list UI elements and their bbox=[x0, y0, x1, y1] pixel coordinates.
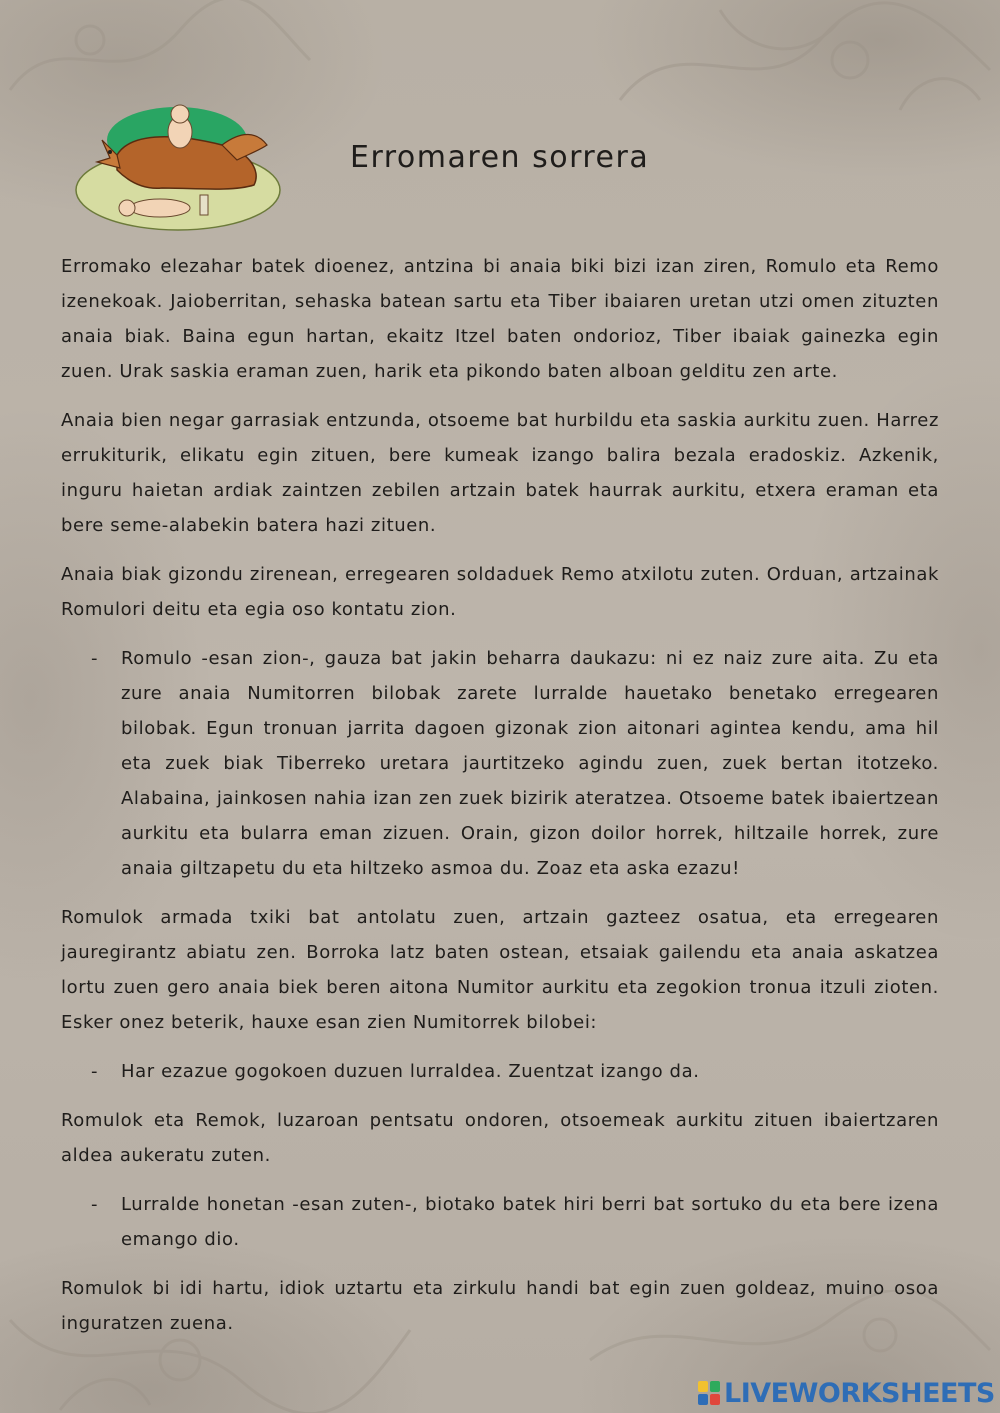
liveworksheets-logo-icon bbox=[697, 1379, 721, 1407]
paragraph-6: Romulok bi idi hartu, idiok uztartu eta zirkulu handi bat egin zuen goldeaz, muino osoa inguratzen zuena. bbox=[61, 1278, 939, 1334]
liveworksheets-logo[interactable] bbox=[697, 1376, 995, 1410]
dialogue-3 bbox=[61, 1187, 939, 1257]
dialogue-dash: - bbox=[91, 648, 99, 669]
ornament-top-right bbox=[600, 0, 1000, 120]
dialogue-1 bbox=[61, 641, 939, 886]
liveworksheets-logo-text: LIVEWORKSHEETS bbox=[724, 1377, 995, 1409]
dialogue-dash: - bbox=[91, 1061, 99, 1082]
dialogue-2 bbox=[61, 1054, 939, 1089]
paragraph-1: Erromako elezahar batek dioenez, antzina bi anaia biki bizi izan ziren, Romulo eta Remo izenekoak. Jaioberritan, sehaska batean sartu eta Tiber ibaiaren uretan utzi omen zituzten anaia biak. Baina egun hartan, ekaitz Itzel baten ondorioz, Tiber ibaiak gainezka egin zuen. Urak saskia eraman zuen, harik eta pikondo baten alboan gelditu zen arte. bbox=[61, 256, 939, 382]
dialogue-1-text: Romulo -esan zion-, gauza bat jakin beharra daukazu: ni ez naiz zure aita. Zu eta zure anaia Numitorren bilobak zarete lurralde hauetako benetako erregearen bilobak. Egun tronuan jarrita dagoen gizonak zion aitonari agintea kendu, ama hil eta zuek biak Tiberreko uretara jaurtitzeko agindu zuen, zuek bertan itotzeko. Alabaina, jainkosen nahia izan zen zuek bizirik ateratzea. Otsoeme batek ibaiertzean aurkitu eta bularra eman zizuen. Orain, gizon doilor horrek, hiltzaile horrek, zure anaia giltzapetu du eta hiltzeko asmoa du. Zoaz eta aska ezazu! bbox=[121, 648, 939, 879]
page-title: Erromaren sorrera bbox=[350, 140, 650, 175]
paragraph-5: Romulok eta Remok, luzaroan pentsatu ondoren, otsoemeak aurkitu zituen ibaiertzaren aldea aukeratu zuten. bbox=[61, 1110, 939, 1166]
paragraph-3: Anaia biak gizondu zirenean, erregearen soldaduek Remo atxilotu zuten. Orduan, artzainak Romulori deitu eta egia oso kontatu zion. bbox=[61, 564, 939, 620]
ornament-top-left bbox=[0, 0, 320, 110]
dialogue-3-text: Lurralde honetan -esan zuten-, biotako batek hiri berri bat sortuko du eta bere izena emango dio. bbox=[121, 1194, 939, 1250]
story-text bbox=[61, 249, 939, 1355]
paragraph-2: Anaia bien negar garrasiak entzunda, otsoeme bat hurbildu eta saskia aurkitu zuen. Harrez errukiturik, elikatu egin zituen, bere kumeak izango balira bezala eradoskiz. Azkenik, inguru haietan ardiak zaintzen zebilen artzain batek haurrak aurkitu, etxera eraman eta bere seme-alabekin batera hazi zituen. bbox=[61, 410, 939, 536]
she-wolf-twins-illustration bbox=[72, 100, 284, 240]
dialogue-dash: - bbox=[91, 1194, 99, 1215]
dialogue-2-text: Har ezazue gogokoen duzuen lurraldea. Zuentzat izango da. bbox=[121, 1061, 700, 1082]
paragraph-4: Romulok armada txiki bat antolatu zuen, artzain gazteez osatua, eta erregearen jauregirantz abiatu zen. Borroka latz baten ostean, etsaiak gailendu eta anaia askatzea lortu zuen gero anaia biek beren aitona Numitor aurkitu eta zegokion tronua itzuli zioten. Esker onez beterik, hauxe esan zien Numitorrek bilobei: bbox=[61, 907, 939, 1033]
